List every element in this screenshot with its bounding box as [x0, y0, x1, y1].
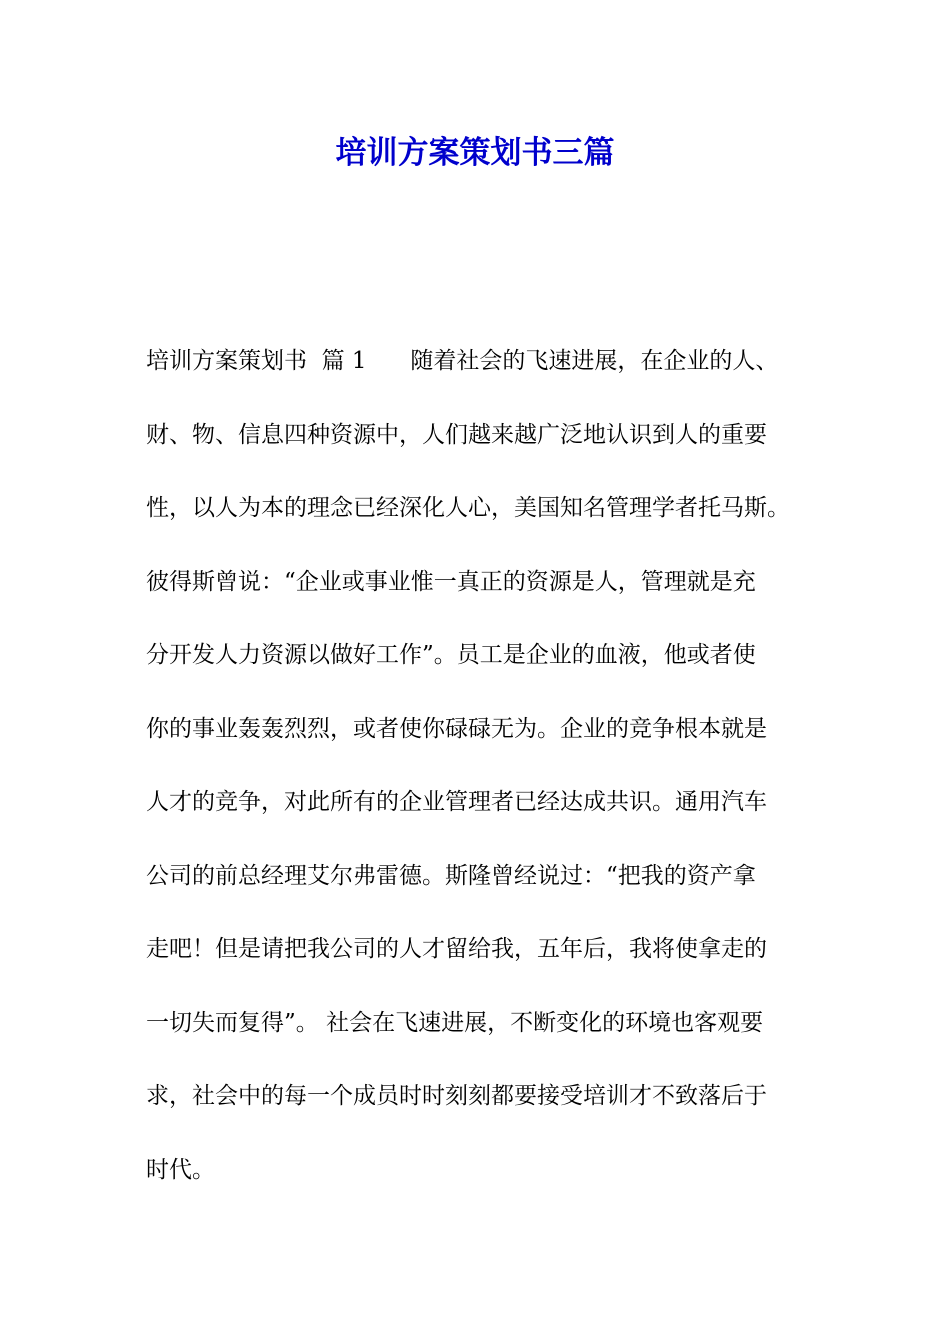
body-line: 人才的竞争，对此所有的企业管理者已经达成共识。通用汽车	[146, 789, 767, 815]
body-line: 分开发人力资源以做好工作”。员工是企业的血液，他或者使	[146, 642, 756, 668]
body-line: 时代。	[146, 1156, 215, 1183]
body-line: 财、物、信息四种资源中，人们越来越广泛地认识到人的重要	[146, 421, 767, 448]
body-line: 公司的前总经理艾尔弗雷德。斯隆曾经说过：“把我的资产拿	[146, 862, 756, 889]
body-line: 你的事业轰轰烈烈，或者使你碌碌无为。企业的竞争根本就是	[146, 715, 767, 742]
body-line: 培训方案策划书 篇 1 随着社会的飞速进展，在企业的人、	[146, 348, 779, 374]
body-line: 性，以人为本的理念已经深化人心，美国知名管理学者托马斯。	[146, 495, 790, 521]
body-line: 求，社会中的每一个成员时时刻刻都要接受培训才不致落后于	[146, 1083, 767, 1109]
body-line: 一切失而复得”。 社会在飞速进展，不断变化的环境也客观要	[146, 1009, 764, 1036]
document-body	[146, 336, 826, 1218]
body-line: 彼得斯曾说：“企业或事业惟一真正的资源是人，管理就是充	[146, 568, 756, 595]
document-title: 培训方案策划书三篇	[335, 135, 615, 171]
body-line: 走吧！但是请把我公司的人才留给我，五年后，我将使拿走的	[146, 936, 767, 962]
